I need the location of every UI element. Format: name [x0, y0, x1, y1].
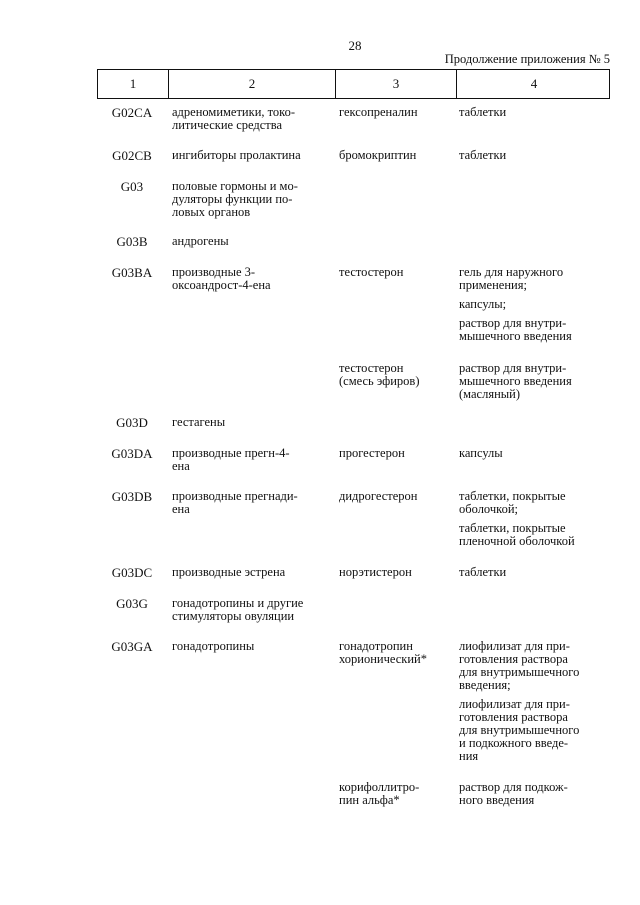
- atc-code: G03: [120, 179, 144, 194]
- dosage-form: таблетки: [459, 148, 507, 162]
- table-row: [97, 266, 610, 343]
- page-number: 28: [348, 38, 362, 53]
- drug-name: [334, 180, 455, 219]
- atc-group: производные прегн-4- ена: [172, 446, 290, 473]
- atc-group: производные эстрена: [172, 565, 286, 579]
- table-row: [97, 640, 610, 763]
- dosage-forms: [455, 362, 610, 401]
- atc-code: G03D: [116, 415, 148, 430]
- dosage-form: таблетки, покрытые пленочной оболочкой: [459, 521, 575, 548]
- drug-name: гексопреналин: [339, 105, 418, 119]
- dosage-form: капсулы;: [459, 297, 507, 311]
- table-row: [97, 490, 610, 548]
- dosage-forms: [455, 180, 610, 219]
- atc-code: [97, 362, 167, 401]
- dosage-forms: [455, 781, 610, 807]
- atc-group: андрогены: [172, 234, 229, 248]
- atc-code: G03G: [116, 596, 148, 611]
- dosage-forms: [455, 640, 610, 763]
- drug-name: [334, 416, 455, 429]
- drug-name: тестостерон (смесь эфиров): [339, 361, 420, 388]
- dosage-form: гель для наружного применения;: [459, 265, 564, 292]
- dosage-form: таблетки: [459, 105, 507, 119]
- dosage-form: капсулы: [459, 446, 503, 460]
- table-row: [97, 180, 610, 219]
- table-header: [97, 69, 610, 99]
- table-row: [97, 362, 610, 401]
- dosage-form: раствор для подкож- ного введения: [459, 780, 568, 807]
- dosage-form: раствор для внутри- мышечного введения: [459, 316, 572, 343]
- header-col-1: 1: [129, 76, 137, 91]
- table-row: [97, 106, 610, 132]
- dosage-forms: [455, 597, 610, 623]
- table-row: [97, 781, 610, 807]
- dosage-forms: [455, 235, 610, 248]
- dosage-forms: [455, 566, 610, 579]
- atc-code: G03GA: [111, 639, 153, 654]
- atc-code: G03DA: [111, 446, 153, 461]
- dosage-forms: [455, 266, 610, 343]
- atc-group: половые гормоны и мо- дуляторы функции по- ловых органов: [172, 179, 298, 219]
- drug-name: гонадотропин хорионический*: [339, 639, 427, 666]
- drug-name: норэтистерон: [339, 565, 412, 579]
- drug-name: корифоллитро- пин альфа*: [339, 780, 420, 807]
- table-row: [97, 597, 610, 623]
- atc-group: гонадотропины и другие стимуляторы овуляции: [172, 596, 304, 623]
- dosage-forms: [455, 490, 610, 548]
- header-col-3: 3: [335, 70, 456, 98]
- dosage-forms: [455, 447, 610, 473]
- dosage-forms: [455, 149, 610, 162]
- atc-code: G03DB: [111, 489, 153, 504]
- atc-group: ингибиторы пролактина: [172, 148, 301, 162]
- drug-name: тестостерон: [339, 265, 404, 279]
- atc-group: производные 3- оксоандрост-4-ена: [172, 265, 271, 292]
- header-col-4: 4: [456, 70, 611, 98]
- atc-group: [167, 781, 334, 807]
- dosage-form: таблетки: [459, 565, 507, 579]
- dosage-forms: [455, 106, 610, 132]
- atc-code: G02CB: [112, 148, 152, 163]
- dosage-form: таблетки, покрытые оболочкой;: [459, 489, 566, 516]
- dosage-form: лиофилизат для при- готовления раствора для внутримышечного введения;: [459, 639, 580, 692]
- drug-name: прогестерон: [339, 446, 405, 460]
- table-row: [97, 416, 610, 429]
- drug-name: дидрогестерон: [339, 489, 418, 503]
- atc-code: [97, 781, 167, 807]
- table-row: [97, 149, 610, 162]
- table-row: [97, 566, 610, 579]
- drug-name: бромокриптин: [339, 148, 417, 162]
- atc-group: гонадотропины: [172, 639, 255, 653]
- dosage-form: лиофилизат для при- готовления раствора для внутримышечного и подкожного введе- ния: [459, 697, 580, 763]
- atc-group: адреномиметики, токо- литические средства: [172, 105, 296, 132]
- atc-code: G03B: [116, 234, 148, 249]
- dosage-forms: [455, 416, 610, 429]
- atc-code: G03BA: [111, 265, 153, 280]
- continuation-note: Продолжение приложения № 5: [444, 52, 610, 66]
- atc-group: производные прегнади- ена: [172, 489, 298, 516]
- atc-group: гестагены: [172, 415, 226, 429]
- drug-name: [334, 235, 455, 248]
- table-row: [97, 235, 610, 248]
- drug-name: [334, 597, 455, 623]
- dosage-form: раствор для внутри- мышечного введения (масляный): [459, 361, 572, 401]
- table-row: [97, 447, 610, 473]
- atc-code: G02CA: [111, 105, 153, 120]
- atc-group: [167, 362, 334, 401]
- header-col-2: 2: [168, 70, 335, 98]
- atc-code: G03DC: [111, 565, 153, 580]
